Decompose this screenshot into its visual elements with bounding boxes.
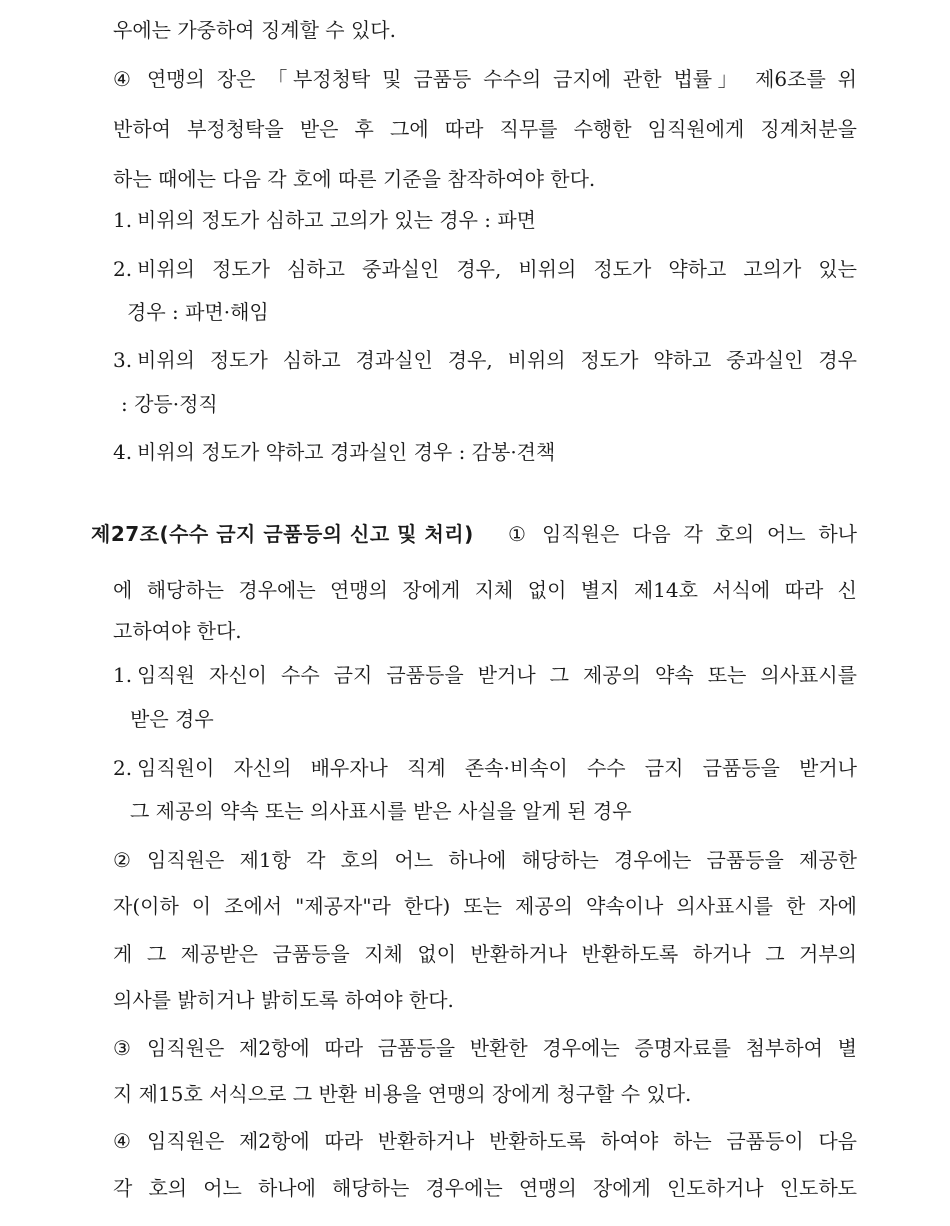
article-heading: 제27조(수수 금지 금품등의 신고 및 처리) (91, 522, 474, 546)
paragraph-marker: ② (113, 848, 131, 872)
item-number: 4. (113, 440, 133, 464)
paragraph-line: 고하여야 한다. (113, 619, 242, 643)
paragraph-line: 반하여 부정청탁을 받은 후 그에 따라 직무를 수행한 임직원에게 징계처분을 (113, 117, 857, 141)
item-number: 2. (113, 756, 133, 780)
item-text: 비위의 정도가 심하고 중과실인 경우, 비위의 정도가 약하고 고의가 있는 (137, 257, 857, 281)
item-text: 받은 경우 (130, 707, 214, 731)
paragraph-line: 자(이하 이 조에서 "제공자"라 한다) 또는 제공의 약속이나 의사표시를 한 자에 (113, 894, 857, 918)
item-number: 2. (113, 257, 133, 281)
paragraph-line: 게 그 제공받은 금품등을 지체 없이 반환하거나 반환하도록 하거나 그 거부의 (113, 942, 857, 966)
item-text: 비위의 정도가 심하고 고의가 있는 경우 : 파면 (137, 208, 536, 232)
item-text: 임직원 자신이 수수 금지 금품등을 받거나 그 제공의 약속 또는 의사표시를 (137, 663, 857, 687)
paragraph-line: 임직원은 제1항 각 호의 어느 하나에 해당하는 경우에는 금품등을 제공한 (147, 848, 857, 872)
item-text: 임직원이 자신의 배우자나 직계 존속·비속이 수수 금지 금품등을 받거나 (137, 756, 857, 780)
paragraph-line: 에 해당하는 경우에는 연맹의 장에게 지체 없이 별지 제14호 서식에 따라 신 (113, 578, 857, 602)
item-text: 비위의 정도가 심하고 경과실인 경우, 비위의 정도가 약하고 중과실인 경우 (137, 348, 857, 372)
item-number: 1. (113, 208, 133, 232)
paragraph-line: 하는 때에는 다음 각 호에 따른 기준을 참작하여야 한다. (113, 167, 596, 191)
paragraph-line: 임직원은 제2항에 따라 금품등을 반환한 경우에는 증명자료를 첨부하여 별 (147, 1036, 857, 1060)
paragraph-line: 의사를 밝히거나 밝히도록 하여야 한다. (113, 988, 454, 1012)
paragraph-line: 각 호의 어느 하나에 해당하는 경우에는 연맹의 장에게 인도하거나 인도하도 (113, 1176, 857, 1200)
paragraph-marker: ④ (113, 67, 131, 91)
item-text: 경우 : 파면·해임 (127, 300, 269, 324)
item-text: : 강등·정직 (121, 392, 218, 416)
continuation-line: 우에는 가중하여 징계할 수 있다. (113, 18, 396, 42)
item-text: 비위의 정도가 약하고 경과실인 경우 : 감봉·견책 (137, 440, 556, 464)
paragraph-marker: ④ (113, 1129, 131, 1153)
paragraph-line: 연맹의 장은 「부정청탁 및 금품등 수수의 금지에 관한 법률」 제6조를 위 (147, 67, 857, 91)
paragraph-line: 임직원은 제2항에 따라 반환하거나 반환하도록 하여야 하는 금품등이 다음 (147, 1129, 857, 1153)
paragraph-line: 임직원은 다음 각 호의 어느 하나 (542, 522, 857, 546)
paragraph-marker: ③ (113, 1036, 131, 1060)
paragraph-marker: ① (508, 522, 526, 546)
paragraph-line: 지 제15호 서식으로 그 반환 비용을 연맹의 장에게 청구할 수 있다. (113, 1082, 692, 1106)
item-number: 3. (113, 348, 133, 372)
item-number: 1. (113, 663, 133, 687)
item-text: 그 제공의 약속 또는 의사표시를 받은 사실을 알게 된 경우 (130, 799, 632, 823)
